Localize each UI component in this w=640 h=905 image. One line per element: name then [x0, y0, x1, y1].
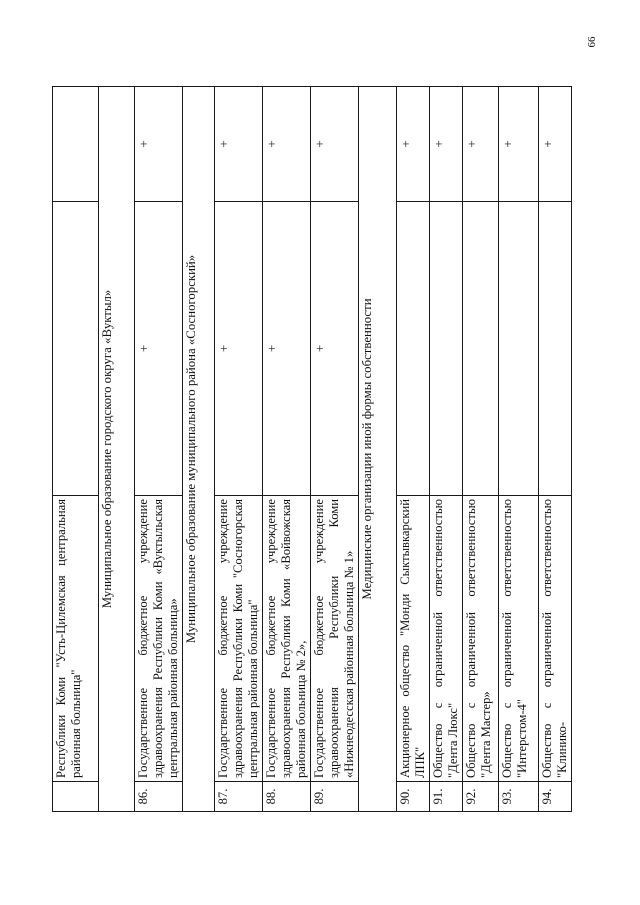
organization-name: Акционерное общество "Монди Сыктывкарский ЛПК": [397, 496, 430, 782]
organization-name: Государственное бюджетное учреждение здравоохранения Республики Коми "Сосногорская центральная районная больница": [215, 496, 263, 782]
organization-name: Общество с ограниченной ответственностью "Дента Люкс": [430, 496, 463, 782]
row-number: 86.: [135, 782, 183, 812]
mark-cell: [53, 202, 99, 496]
plus-mark: +: [215, 87, 263, 202]
plus-mark: +: [463, 87, 499, 202]
table-row: [53, 87, 99, 812]
row-number: 87.: [215, 782, 263, 812]
section-title: Муниципальное образование муниципального района «Сосногорский»: [183, 87, 215, 812]
plus-mark: +: [499, 87, 539, 202]
plus-mark: [499, 202, 539, 496]
row-number: 89.: [311, 782, 359, 812]
page-number: 66: [586, 36, 598, 48]
plus-mark: +: [215, 202, 263, 496]
plus-mark: +: [135, 202, 183, 496]
row-number: 91.: [430, 782, 463, 812]
organization-name: Общество с ограниченной ответственностью "Интерстом-4": [499, 496, 539, 782]
table-row: [215, 87, 263, 812]
plus-mark: [539, 202, 572, 496]
organization-name: Республики Коми "Усть-Цилемская центральная районная больница": [53, 496, 99, 782]
organization-name: Государственное бюджетное учреждение здравоохранения Республики Коми «Нижнеодесская районная больница № 1»: [311, 496, 359, 782]
section-row: [359, 87, 397, 812]
section-row: [183, 87, 215, 812]
table-row: [263, 87, 311, 812]
section-title: Медицинские организации иной формы собственности: [359, 87, 397, 812]
plus-mark: +: [311, 87, 359, 202]
table-row: [397, 87, 430, 812]
table-row: [311, 87, 359, 812]
section-row: [99, 87, 135, 812]
row-number: 88.: [263, 782, 311, 812]
organization-name: Общество с ограниченной ответственностью "Дента Мастер»: [463, 496, 499, 782]
plus-mark: +: [430, 87, 463, 202]
table-row: [539, 87, 572, 812]
row-number: 92.: [463, 782, 499, 812]
plus-mark: +: [263, 87, 311, 202]
plus-mark: [397, 202, 430, 496]
plus-mark: +: [311, 202, 359, 496]
plus-mark: [463, 202, 499, 496]
organization-name: Государственное бюджетное учреждение здравоохранения Республики Коми «Вуктыльская центральная районная больница»: [135, 496, 183, 782]
plus-mark: +: [397, 87, 430, 202]
organization-name: Общество с ограниченной ответственностью "Клинико-: [539, 496, 572, 782]
plus-mark: [430, 202, 463, 496]
plus-mark: +: [539, 87, 572, 202]
organization-name: Государственное бюджетное учреждение здравоохранения Республики Коми «Войвожская районная больница № 2»,: [263, 496, 311, 782]
section-title: Муниципальное образование городского округа «Вуктыл»: [99, 87, 135, 812]
row-number: 94.: [539, 782, 572, 812]
row-number: 90.: [397, 782, 430, 812]
row-number: 93.: [499, 782, 539, 812]
table-row: [430, 87, 463, 812]
plus-mark: +: [135, 87, 183, 202]
table-row: [135, 87, 183, 812]
medical-organizations-table: [52, 86, 572, 812]
row-number: [53, 782, 99, 812]
plus-mark: +: [263, 202, 311, 496]
table-row: [463, 87, 499, 812]
mark-cell: [53, 87, 99, 202]
table-row: [499, 87, 539, 812]
